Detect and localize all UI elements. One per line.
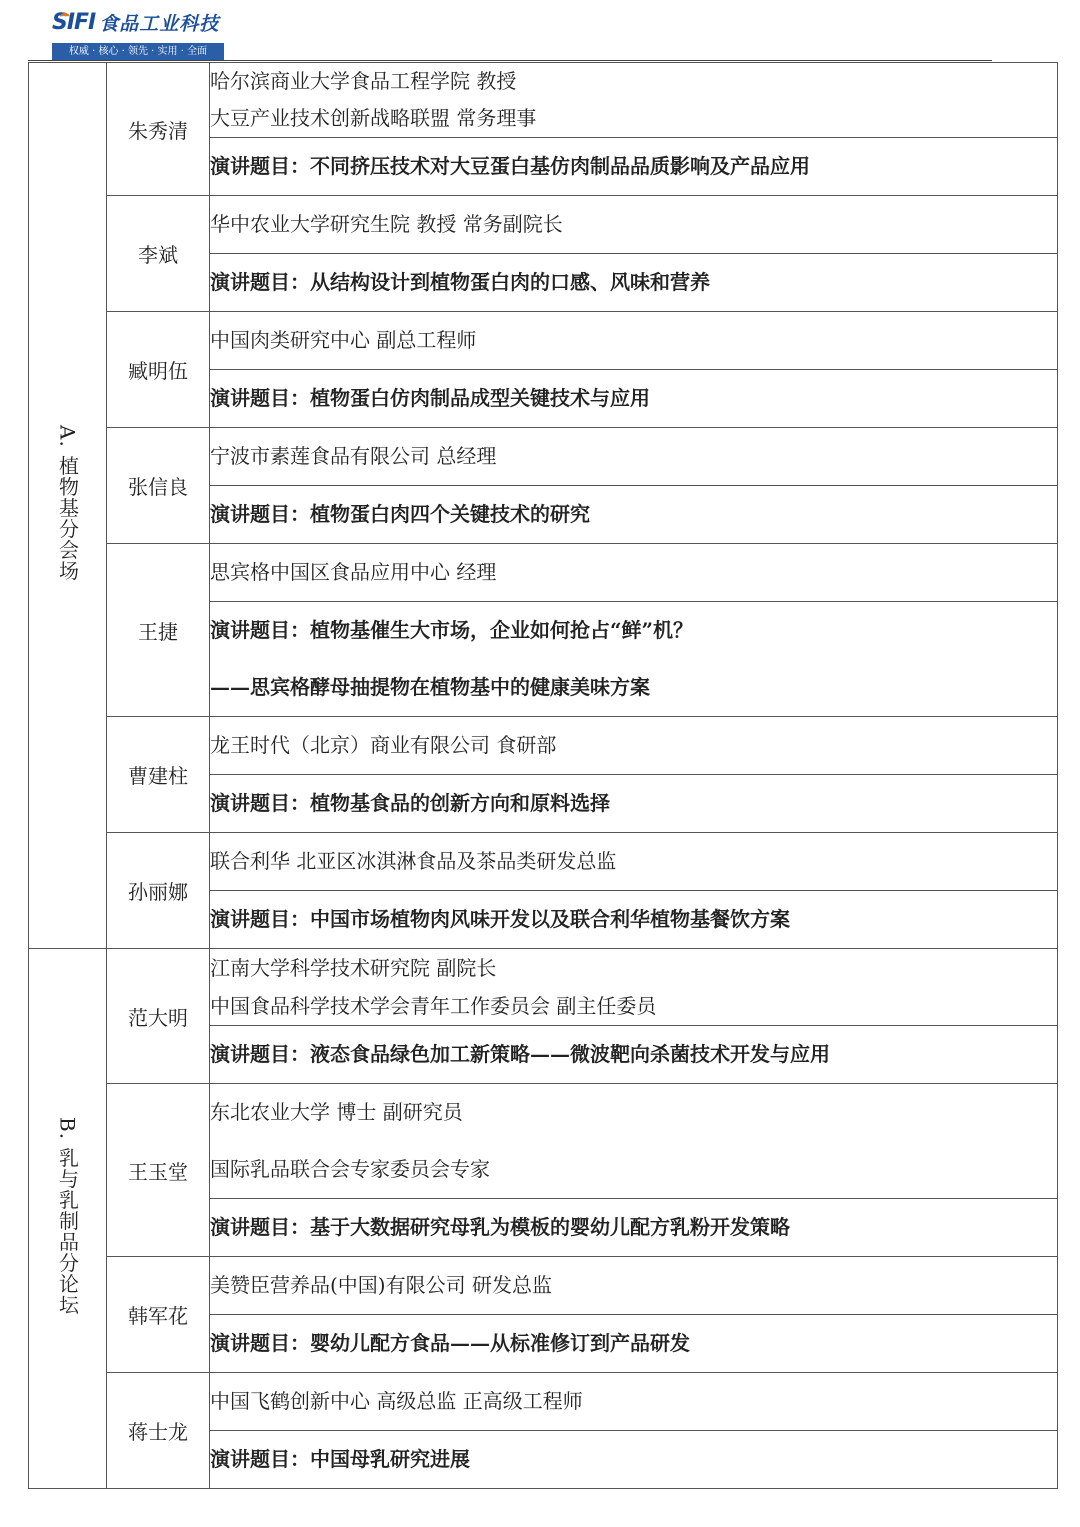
affiliation-line: 东北农业大学 博士 副研究员 (210, 1100, 463, 1124)
topic-line: 演讲题目：中国市场植物肉风味开发以及联合利华植物基餐饮方案 (210, 907, 790, 931)
affiliation-line: 龙王时代（北京）商业有限公司 食研部 (210, 733, 557, 757)
affiliation-line: 美赞臣营养品(中国)有限公司 研发总监 (210, 1273, 552, 1297)
speaker-affiliation (210, 196, 1058, 254)
topic-line: 演讲题目：植物蛋白肉四个关键技术的研究 (210, 502, 590, 526)
speaker-affiliation (210, 544, 1058, 602)
speaker-affiliation (210, 428, 1058, 486)
logo-name: 食品工业科技 (99, 12, 220, 35)
speaker-affiliation-row (29, 717, 1058, 775)
speaker-affiliation (210, 1084, 1058, 1199)
speaker-affiliation-row (29, 196, 1058, 254)
speaker-name: 王捷 (107, 544, 210, 717)
affiliation-line: 江南大学科学技术研究院 副院长 (210, 956, 497, 980)
speaker-affiliation-row (29, 833, 1058, 891)
speaker-name: 臧明伍 (107, 312, 210, 428)
speaker-affiliation-row (29, 312, 1058, 370)
affiliation-line: 中国肉类研究中心 副总工程师 (210, 328, 477, 352)
venue-name: A. 植物基分会场 (55, 425, 80, 582)
speaker-name: 王玉堂 (107, 1084, 210, 1257)
topic-line: 演讲题目：中国母乳研究进展 (210, 1447, 470, 1471)
topic-line: 演讲题目：基于大数据研究母乳为模板的婴幼儿配方乳粉开发策略 (210, 1215, 790, 1239)
speaker-name: 孙丽娜 (107, 833, 210, 949)
affiliation-line: 国际乳品联合会专家委员会专家 (210, 1157, 490, 1181)
speaker-name: 曹建柱 (107, 717, 210, 833)
program-table (28, 62, 1058, 1489)
venue-cell (29, 63, 107, 949)
topic-line: 演讲题目：液态食品绿色加工新策略——微波靶向杀菌技术开发与应用 (210, 1042, 830, 1066)
speaker-affiliation (210, 312, 1058, 370)
venue-name: B. 乳与乳制品分论坛 (55, 1117, 80, 1316)
speaker-name: 张信良 (107, 428, 210, 544)
topic-line: 演讲题目：植物基催生大市场，企业如何抢占“鲜”机？ (210, 618, 694, 642)
logo-slogan: 权威 · 核心 · 领先 · 实用 · 全面 (52, 43, 224, 61)
topic-line: ——思宾格酵母抽提物在植物基中的健康美味方案 (210, 675, 650, 699)
speech-topic (210, 1199, 1058, 1257)
affiliation-line: 大豆产业技术创新战略联盟 常务理事 (210, 106, 537, 130)
logo-mark: SIFI (52, 9, 96, 35)
speaker-affiliation (210, 833, 1058, 891)
speaker-affiliation (210, 949, 1058, 1026)
speaker-affiliation-row (29, 544, 1058, 602)
affiliation-line: 宁波市素莲食品有限公司 总经理 (210, 444, 497, 468)
affiliation-line: 联合利华 北亚区冰淇淋食品及茶品类研发总监 (210, 849, 617, 873)
affiliation-line: 哈尔滨商业大学食品工程学院 教授 (210, 69, 517, 93)
speech-topic (210, 1026, 1058, 1084)
speech-topic (210, 138, 1058, 196)
speech-topic (210, 254, 1058, 312)
speaker-affiliation (210, 1373, 1058, 1431)
affiliation-line: 思宾格中国区食品应用中心 经理 (210, 560, 497, 584)
speech-topic (210, 486, 1058, 544)
speech-topic (210, 775, 1058, 833)
speaker-affiliation-row (29, 1257, 1058, 1315)
speaker-name: 韩军花 (107, 1257, 210, 1373)
affiliation-line: 中国食品科学技术学会青年工作委员会 副主任委员 (210, 994, 657, 1018)
affiliation-line: 华中农业大学研究生院 教授 常务副院长 (210, 212, 563, 236)
speaker-name: 蒋士龙 (107, 1373, 210, 1489)
speaker-affiliation-row (29, 63, 1058, 138)
speaker-affiliation (210, 1257, 1058, 1315)
speaker-affiliation-row (29, 1373, 1058, 1431)
header-rule (28, 60, 992, 61)
speaker-name: 朱秀清 (107, 63, 210, 196)
topic-line: 演讲题目：从结构设计到植物蛋白肉的口感、风味和营养 (210, 270, 710, 294)
speech-topic (210, 602, 1058, 717)
venue-cell (29, 949, 107, 1489)
logo (52, 6, 224, 56)
topic-line: 演讲题目：植物蛋白仿肉制品成型关键技术与应用 (210, 386, 650, 410)
speaker-name: 李斌 (107, 196, 210, 312)
speaker-affiliation (210, 63, 1058, 138)
speaker-affiliation-row (29, 1084, 1058, 1199)
speech-topic (210, 891, 1058, 949)
speaker-name: 范大明 (107, 949, 210, 1084)
topic-line: 演讲题目：不同挤压技术对大豆蛋白基仿肉制品品质影响及产品应用 (210, 154, 810, 178)
speaker-affiliation-row (29, 428, 1058, 486)
speech-topic (210, 1431, 1058, 1489)
affiliation-line: 中国飞鹤创新中心 高级总监 正高级工程师 (210, 1389, 583, 1413)
speech-topic (210, 370, 1058, 428)
speaker-affiliation (210, 717, 1058, 775)
topic-line: 演讲题目：植物基食品的创新方向和原料选择 (210, 791, 610, 815)
speaker-affiliation-row (29, 949, 1058, 1026)
speech-topic (210, 1315, 1058, 1373)
topic-line: 演讲题目：婴幼儿配方食品——从标准修订到产品研发 (210, 1331, 690, 1355)
